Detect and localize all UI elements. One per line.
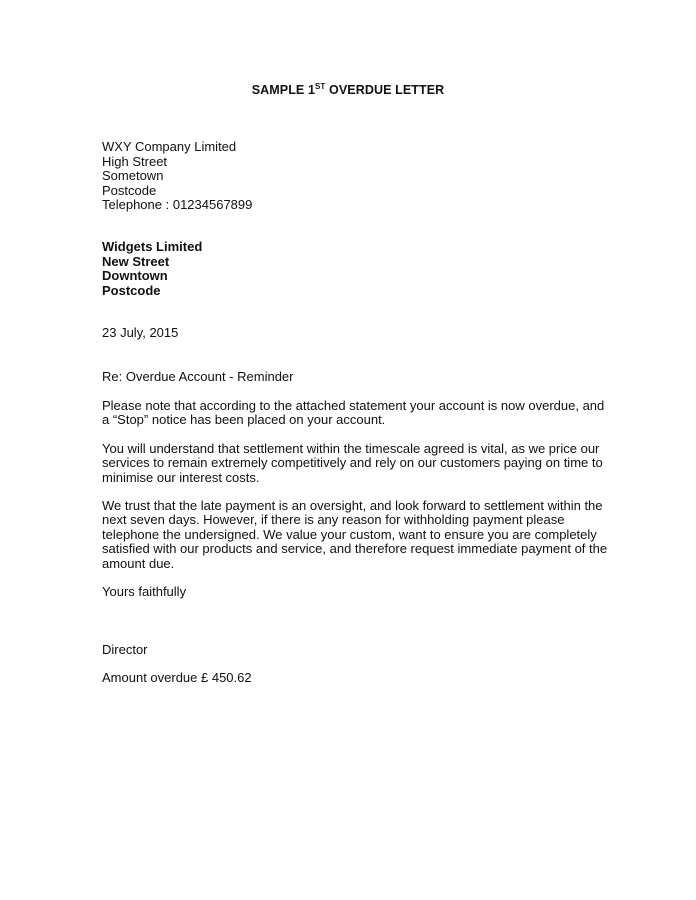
paragraph-2 — [102, 442, 602, 485]
paragraph-line: a “Stop” notice has been placed on your account. — [102, 412, 386, 428]
subject-text: Re: Overdue Account - Reminder — [102, 369, 294, 384]
paragraph-3 — [102, 498, 608, 571]
paragraph-1 — [102, 398, 605, 428]
paragraph-line: amount due. — [102, 555, 175, 571]
closing — [102, 585, 602, 600]
letter-date — [102, 326, 602, 341]
amount-overdue — [102, 671, 602, 686]
sender-telephone: Telephone : 01234567899 — [102, 197, 253, 213]
sender-street: High Street — [102, 153, 168, 169]
paragraph-line: services to remain extremely competitively and rely on our customers paying on time to — [102, 455, 603, 471]
recipient-address — [102, 240, 602, 298]
paragraph-line: next seven days. However, if there is any reason for withholding payment please — [102, 512, 565, 528]
amount-overdue-text: Amount overdue £ 450.62 — [102, 670, 252, 685]
title-prefix: SAMPLE 1 — [251, 83, 315, 97]
closing-text: Yours faithfully — [102, 584, 187, 599]
subject-line — [102, 370, 602, 385]
paragraph-line: We trust that the late payment is an oversight, and look forward to settlement within the — [102, 498, 603, 513]
recipient-postcode: Postcode — [102, 282, 161, 298]
recipient-street: New Street — [102, 253, 170, 269]
paragraph-line: satisfied with our products and service, and therefore request immediate payment of the — [102, 541, 608, 557]
title-superscript: ST — [315, 82, 326, 91]
paragraph-line: You will understand that settlement within the timescale agreed is vital, as we price our — [102, 441, 600, 456]
sender-address — [102, 140, 602, 213]
signatory-title: Director — [102, 642, 148, 657]
sender-company: WXY Company Limited — [102, 139, 237, 154]
paragraph-line: Please note that according to the attached statement your account is now overdue, and — [102, 398, 605, 413]
recipient-company: Widgets Limited — [102, 239, 203, 254]
signatory — [102, 643, 602, 658]
title-suffix: OVERDUE LETTER — [325, 83, 445, 97]
sender-town: Sometown — [102, 168, 164, 184]
paragraph-line: telephone the undersigned. We value your custom, want to ensure you are completely — [102, 526, 597, 542]
recipient-town: Downtown — [102, 268, 168, 284]
date-text: 23 July, 2015 — [102, 325, 179, 340]
paragraph-line: minimise our interest costs. — [102, 469, 260, 485]
sender-postcode: Postcode — [102, 182, 157, 198]
letter-title — [0, 82, 696, 97]
